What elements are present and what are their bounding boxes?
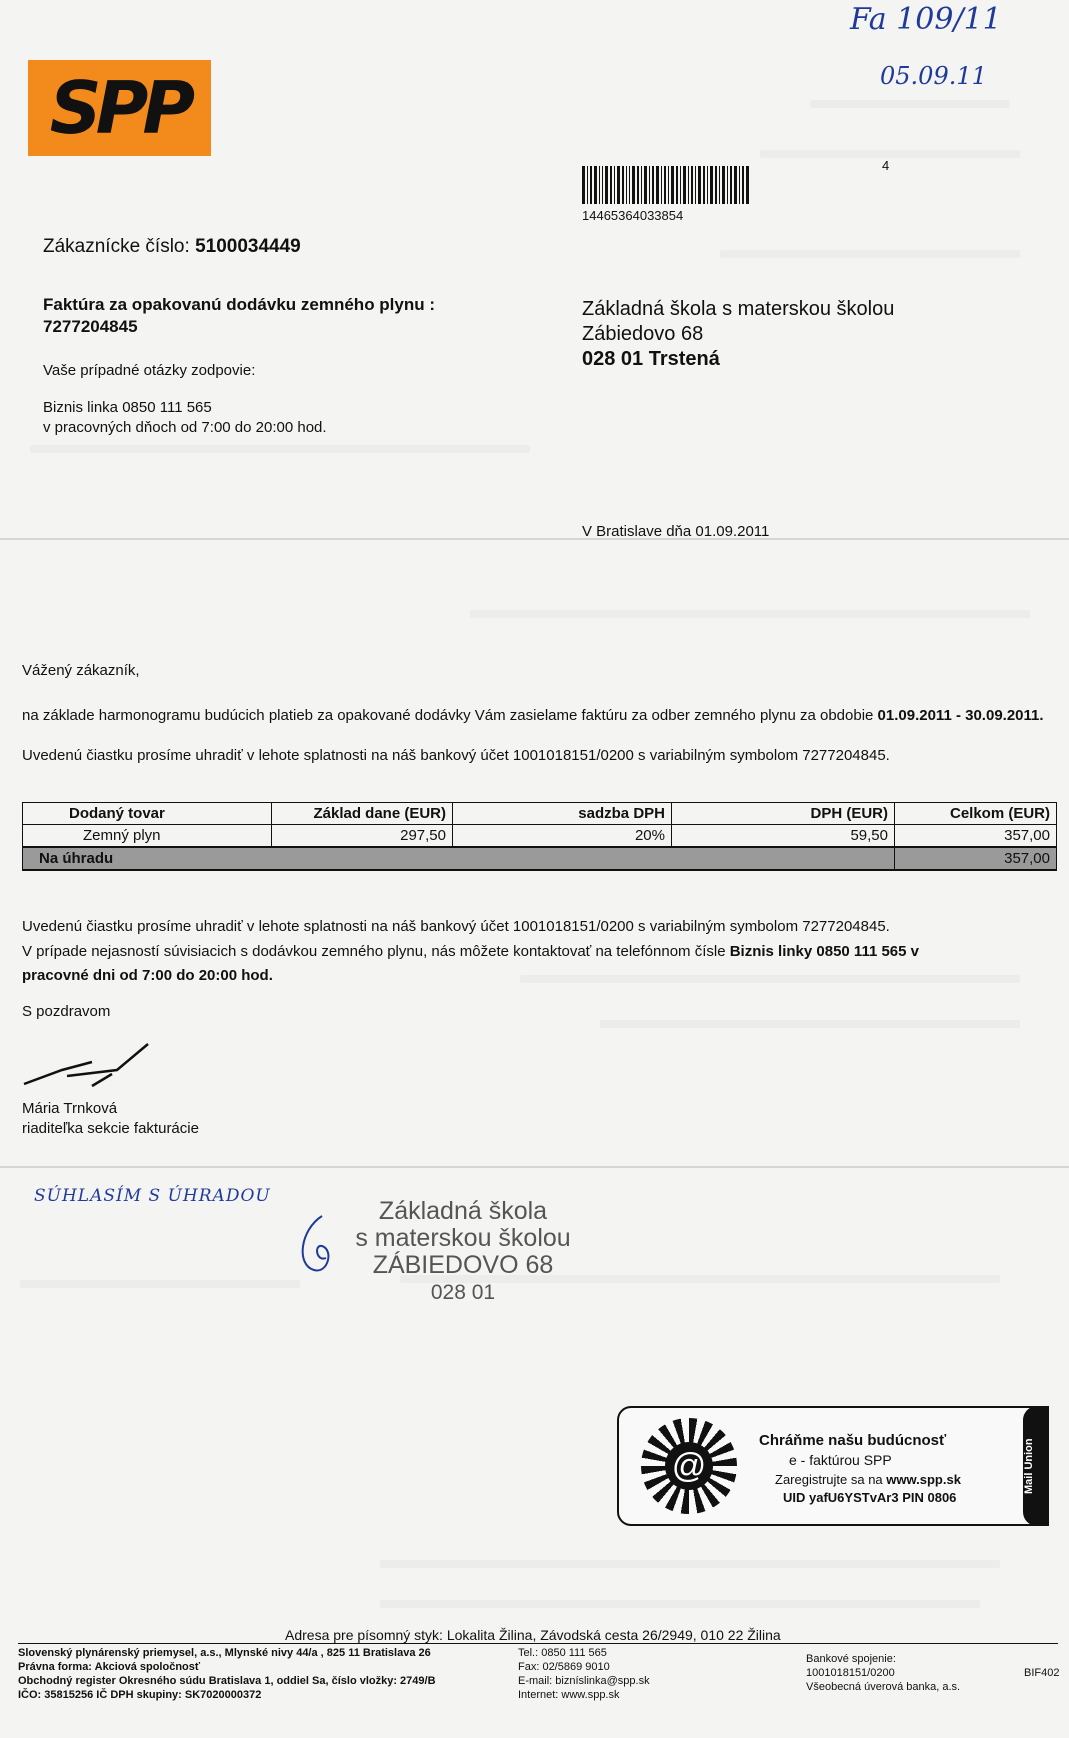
- handwritten-approval: SÚHLASÍM S ÚHRADOU: [34, 1186, 271, 1206]
- total-value: 357,00: [895, 847, 1057, 870]
- invoice-table: [22, 802, 1057, 871]
- table-row: [23, 825, 1057, 848]
- stamp-line3: ZÁBIEDOVO 68: [372, 1251, 554, 1279]
- place-date: V Bratislave dňa 01.09.2011: [582, 523, 770, 540]
- efaktura-subtitle: e - faktúrou SPP: [789, 1452, 892, 1468]
- recipient-city: 028 01 Trstená: [582, 348, 720, 370]
- letter-paragraph-4: V prípade nejasností súvisiacich s dodávkou zemného plynu, nás môžete kontaktovať na telefónnom čísle Biznis linky 0850 111 565 v pracovné dni od 7:00 do 20:00 hod.: [22, 943, 920, 984]
- footer-address: Adresa pre písomný styk: Lokalita Žilina, Závodská cesta 26/2949, 010 22 Žilina: [285, 1627, 781, 1643]
- footer-company: Slovenský plynárenský priemysel, a.s., Mlynské nivy 44/a , 825 11 Bratislava 26 Právna forma: Akciová spoločnosť Obchodný register Okresného súdu Bratislava 1, oddiel Sa, číslo vložky: 2749/B IČO: 35815256 IČ DPH skupiny: SK7020000372: [18, 1647, 436, 1701]
- salutation: Vážený zákazník,: [22, 662, 140, 679]
- total-row: [23, 847, 1057, 870]
- footer-email[interactable]: E-mail: bizníslinka@spp.sk: [518, 1675, 650, 1687]
- letter-paragraph-1: na základe harmonogramu budúcich platieb za opakované dodávky Vám zasielame faktúru za odber zemného plynu za obdobie 01.09.2011 - 30.09.2011.: [22, 707, 1044, 724]
- signer-name: Mária Trnková: [22, 1100, 118, 1117]
- signer-title: riaditeľka sekcie fakturácie: [22, 1120, 199, 1137]
- efaktura-register: Zaregistrujte sa na www.spp.sk: [775, 1472, 961, 1487]
- recipient-name: Základná škola s materskou školou: [582, 298, 895, 320]
- efaktura-box: [617, 1406, 1049, 1526]
- cell-total: 357,00: [895, 825, 1057, 848]
- footer-contacts: Tel.: 0850 111 565 Fax: 02/5869 9010 E-mail: bizníslinka@spp.sk Internet: www.spp.sk: [518, 1647, 650, 1701]
- handwritten-reference: Fa 109/11: [850, 2, 1002, 37]
- cell-base: 297,50: [272, 825, 453, 848]
- footer-web[interactable]: Internet: www.spp.sk: [518, 1689, 620, 1701]
- efaktura-uid: UID yafU6YSTvAr3 PIN 0806: [783, 1490, 957, 1505]
- footer-code: BIF402: [1024, 1667, 1060, 1679]
- efaktura-link[interactable]: www.spp.sk: [886, 1472, 961, 1487]
- hotline-line1: Biznis linka 0850 111 565: [43, 399, 212, 416]
- cell-vat-rate: 20%: [453, 825, 672, 848]
- invoice-title: Faktúra za opakovanú dodávku zemného plynu :: [43, 295, 436, 314]
- closing: S pozdravom: [22, 1003, 111, 1020]
- efaktura-title: Chráňme našu budúcnosť: [759, 1432, 947, 1449]
- col-header-base: Základ dane (EUR): [272, 803, 453, 825]
- page-number: 4: [882, 158, 890, 173]
- flower-icon: @: [641, 1418, 737, 1514]
- barcode-number: 14465364033854: [582, 208, 684, 223]
- stamp-line2: s materskou školou: [355, 1224, 571, 1252]
- table-header-row: [23, 803, 1057, 825]
- col-header-vat: DPH (EUR): [672, 803, 895, 825]
- letter-paragraph-2: Uvedenú čiastku prosíme uhradiť v lehote splatnosti na náš bankový účet 1001018151/0200 s variabilným symbolom 7277204845.: [22, 747, 890, 764]
- col-header-goods: Dodaný tovar: [23, 803, 272, 825]
- mailunion-logo: Mail Union: [1023, 1406, 1049, 1526]
- footer-bank: Bankové spojenie: 1001018151/0200 Všeobecná úverová banka, a.s.: [806, 1653, 961, 1693]
- col-header-vat-rate: sadzba DPH: [453, 803, 672, 825]
- col-header-total: Celkom (EUR): [895, 803, 1057, 825]
- cell-vat: 59,50: [672, 825, 895, 848]
- signature: [22, 1040, 152, 1090]
- hotline-line2: v pracovných dňoch od 7:00 do 20:00 hod.: [43, 419, 327, 436]
- cell-goods: Zemný plyn: [23, 825, 272, 848]
- stamp-initials: [292, 1210, 342, 1280]
- barcode: [582, 166, 800, 204]
- recipient-street: Zábiedovo 68: [582, 323, 704, 345]
- handwritten-date: 05.09.11: [880, 62, 987, 90]
- recipient-address: [582, 297, 894, 372]
- questions-label: Vaše prípadné otázky zodpovie:: [43, 362, 256, 379]
- spp-logo: SPP: [28, 60, 211, 156]
- invoice-number: 7277204845: [43, 317, 138, 336]
- school-stamp: [343, 1198, 583, 1306]
- customer-number: Zákaznícke číslo: 5100034449: [43, 236, 301, 257]
- stamp-line1: Základná škola: [378, 1197, 548, 1225]
- letter-paragraph-3: Uvedenú čiastku prosíme uhradiť v lehote splatnosti na náš bankový účet 1001018151/0200 s variabilným symbolom 7277204845.: [22, 918, 890, 935]
- stamp-line4: 028 01: [430, 1281, 496, 1304]
- total-label: Na úhradu: [23, 847, 895, 870]
